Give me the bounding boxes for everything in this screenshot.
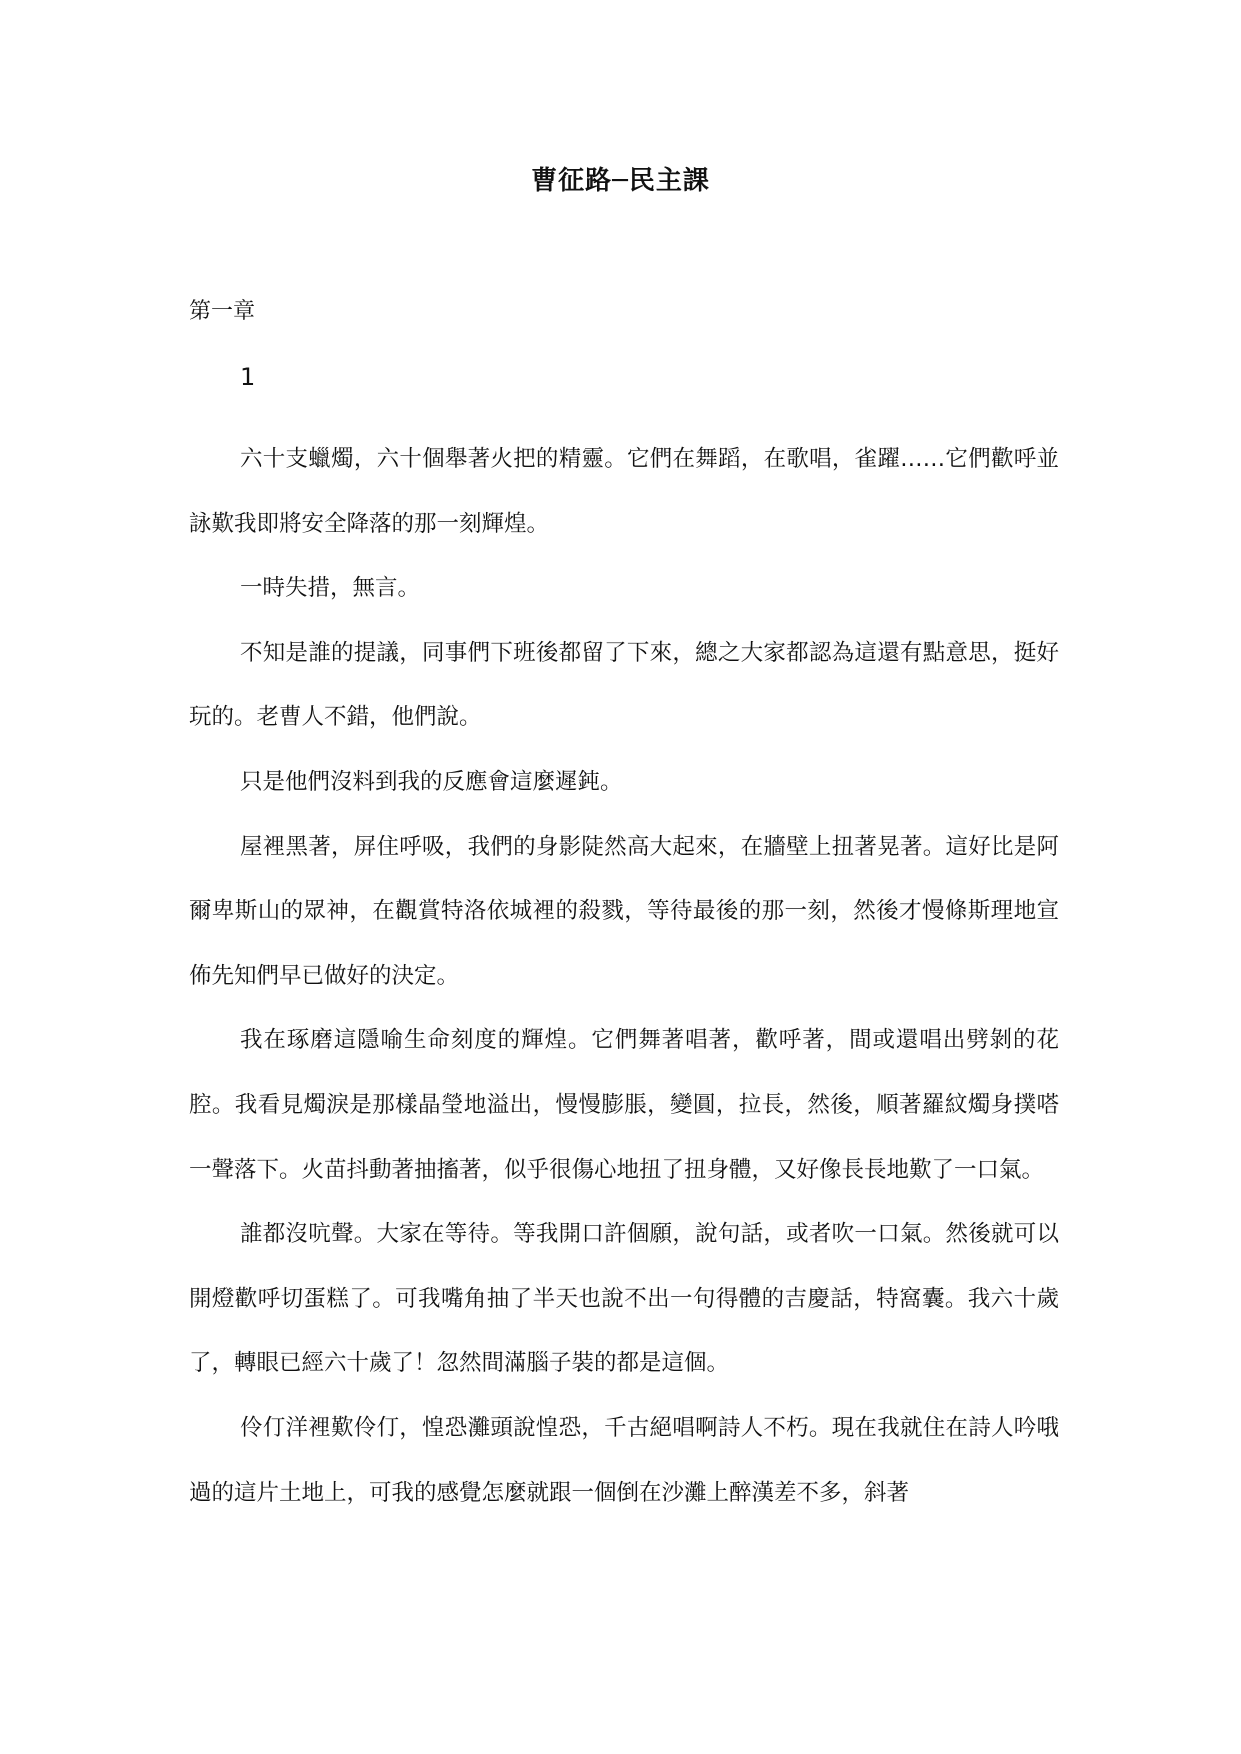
paragraph: 我在琢磨這隱喻生命刻度的輝煌。它們舞著唱著，歡呼著，間或還唱出劈剝的花腔。我看見燭淚是那樣晶瑩地溢出，慢慢膨脹，變圓，拉長，然後，順著羅紋燭身撲嗒一聲落下。火苗抖動著抽搐著，似乎很傷心地扭了扭身體，又好像長長地歎了一口氣。 [189, 1027, 1059, 1183]
chapter-heading: 第一章 [189, 299, 256, 324]
paragraph: 屋裡黑著，屏住呼吸，我們的身影陡然高大起來，在牆壁上扭著晃著。這好比是阿爾卑斯山的眾神，在觀賞特洛依城裡的殺戮，等待最後的那一刻，然後才慢條斯理地宣佈先知們早已做好的決定。 [189, 833, 1059, 989]
paragraph: 伶仃洋裡歎伶仃，惶恐灘頭說惶恐，千古絕唱啊詩人不朽。現在我就住在詩人吟哦過的這片土地上，可我的感覺怎麼就跟一個倒在沙灘上醉漢差不多，斜著 [189, 1414, 1059, 1506]
paragraph: 不知是誰的提議，同事們下班後都留了下來，總之大家都認為這還有點意思，挺好玩的。老曹人不錯，他們說。 [189, 639, 1059, 731]
document-title: 曹征路─民主課 [531, 166, 710, 196]
body-text [189, 427, 1059, 1525]
paragraph: 一時失措，無言。 [240, 575, 421, 602]
paragraph: 誰都沒吭聲。大家在等待。等我開口許個願，說句話，或者吹一口氣。然後就可以開燈歡呼切蛋糕了。可我嘴角抽了半天也說不出一句得體的吉慶話，特窩囊。我六十歲了，轉眼已經六十歲了！忽然間滿腦子裝的都是這個。 [189, 1221, 1059, 1377]
paragraph: 六十支蠟燭，六十個舉著火把的精靈。它們在舞蹈，在歌唱，雀躍……它們歡呼並詠歎我即將安全降落的那一刻輝煌。 [189, 446, 1059, 537]
section-number: 1 [240, 363, 256, 391]
paragraph: 只是他們沒料到我的反應會這麼遲鈍。 [240, 768, 623, 795]
